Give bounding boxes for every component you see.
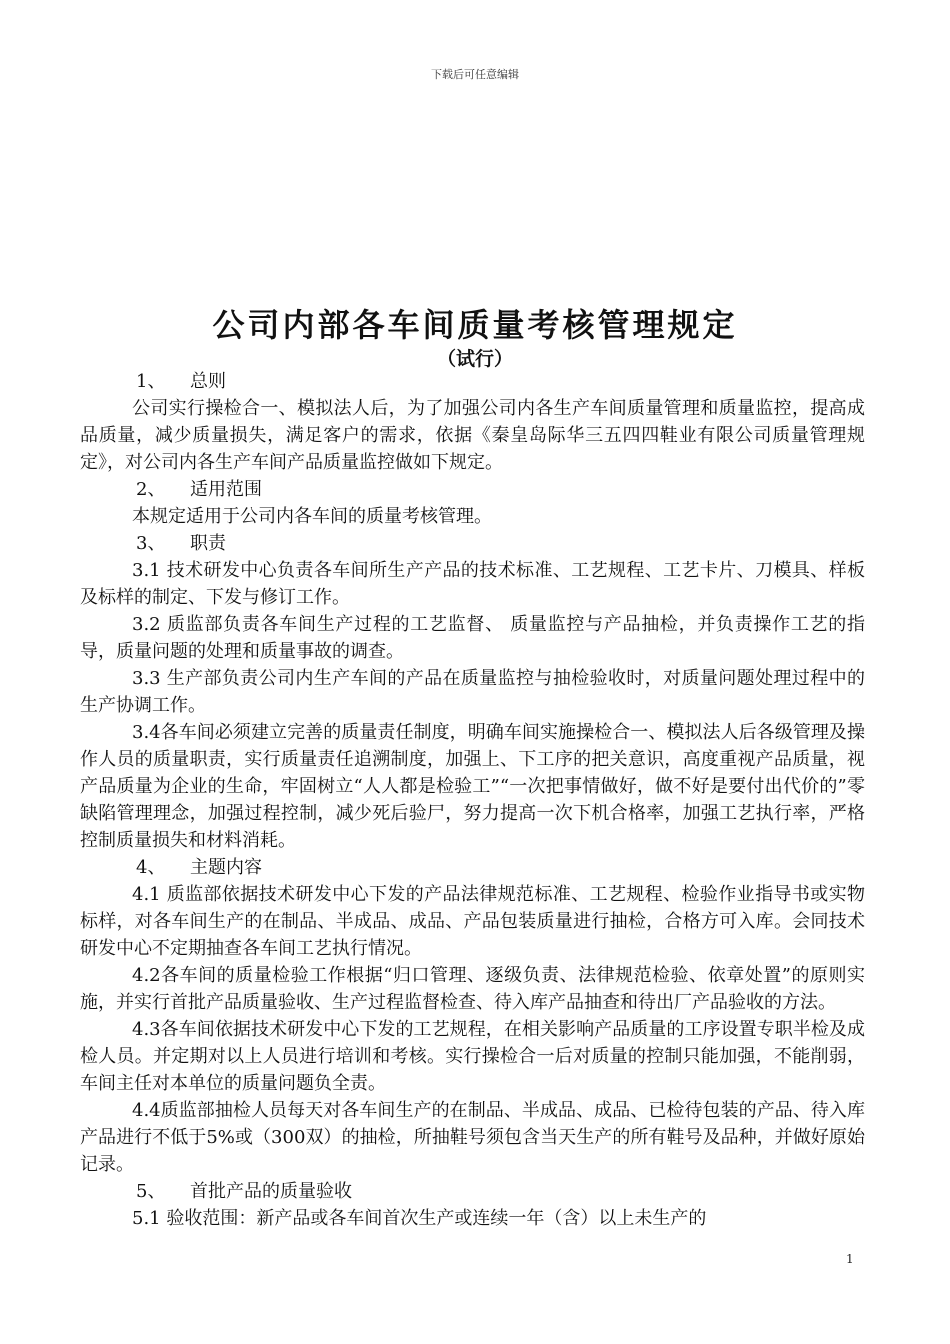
section-number: 1、 — [136, 371, 166, 392]
section-heading — [80, 1178, 865, 1205]
header-note: 下载后可任意编辑 — [431, 68, 519, 81]
section-title: 主题内容 — [190, 857, 262, 878]
section-heading — [80, 854, 865, 881]
clause-4-3: 4.3各车间依据技术研发中心下发的工艺规程，在相关影响产品质量的工序设置专职半检及成检人员。并定期对以上人员进行培训和考核。实行操检合一后对质量的控制只能加强，不能削弱，车间主任对本单位的质量问题负全责。 — [80, 1019, 865, 1094]
clause-3-2: 3.2 质监部负责各车间生产过程的工艺监督、 质量监控与产品抽检，并负责操作工艺的指导，质量问题的处理和质量事故的调查。 — [80, 614, 865, 662]
section-heading — [80, 368, 865, 395]
paragraph: 本规定适用于公司内各车间的质量考核管理。 — [132, 506, 492, 527]
paragraph: 公司实行操检合一、模拟法人后，为了加强公司内各生产车间质量管理和质量监控，提高成品质量，减少质量损失，满足客户的需求，依据《秦皇岛际华三五四四鞋业有限公司质量管理规定》，对公司内各生产车间产品质量监控做如下规定。 — [80, 398, 865, 473]
section-heading — [80, 530, 865, 557]
clause-5-1: 5.1 验收范围：新产品或各车间首次生产或连续一年（含）以上未生产的 — [132, 1208, 707, 1229]
clause-4-4: 4.4质监部抽检人员每天对各车间生产的在制品、半成品、成品、已检待包装的产品、待入库产品进行不低于5%或（300双）的抽检，所抽鞋号须包含当天生产的所有鞋号及品种，并做好原始记录。 — [80, 1100, 865, 1175]
clause-3-3: 3.3 生产部负责公司内生产车间的产品在质量监控与抽检验收时，对质量问题处理过程中的生产协调工作。 — [80, 668, 865, 716]
section-number: 3、 — [136, 533, 166, 554]
document-title: 公司内部各车间质量考核管理规定 — [212, 306, 738, 344]
page-number: 1 — [846, 1252, 854, 1266]
clause-3-4: 3.4各车间必须建立完善的质量责任制度，明确车间实施操检合一、模拟法人后各级管理及操作人员的质量职责，实行质量责任追溯制度，加强上、下工序的把关意识，高度重视产品质量，视产品质量为企业的生命，牢固树立“人人都是检验工”“一次把事情做好，做不好是要付出代价的”零缺陷管理理念，加强过程控制，减少死后验尸，努力提高一次下机合格率，加强工艺执行率，严格控制质量损失和材料消耗。 — [80, 722, 865, 851]
clause-4-1: 4.1 质监部依据技术研发中心下发的产品法律规范标准、工艺规程、检验作业指导书或实物标样，对各车间生产的在制品、半成品、成品、产品包装质量进行抽检，合格方可入库。会同技术研发中心不定期抽查各车间工艺执行情况。 — [80, 884, 865, 959]
clause-3-1: 3.1 技术研发中心负责各车间所生产产品的技术标准、工艺规程、工艺卡片、刀模具、样板及标样的制定、下发与修订工作。 — [80, 560, 865, 608]
section-title: 首批产品的质量验收 — [190, 1181, 352, 1202]
document-body — [80, 368, 865, 1232]
section-title: 总则 — [190, 371, 226, 392]
section-title: 适用范围 — [190, 479, 262, 500]
section-title: 职责 — [190, 533, 226, 554]
clause-4-2: 4.2各车间的质量检验工作根据“归口管理、逐级负责、法律规范检验、依章处置”的原则实施，并实行首批产品质量验收、生产过程监督检查、待入库产品抽查和待出厂产品验收的方法。 — [80, 965, 865, 1013]
section-number: 5、 — [136, 1181, 166, 1202]
document-subtitle: （试行） — [436, 348, 513, 370]
section-heading — [80, 476, 865, 503]
section-number: 2、 — [136, 479, 166, 500]
section-number: 4、 — [136, 857, 166, 878]
